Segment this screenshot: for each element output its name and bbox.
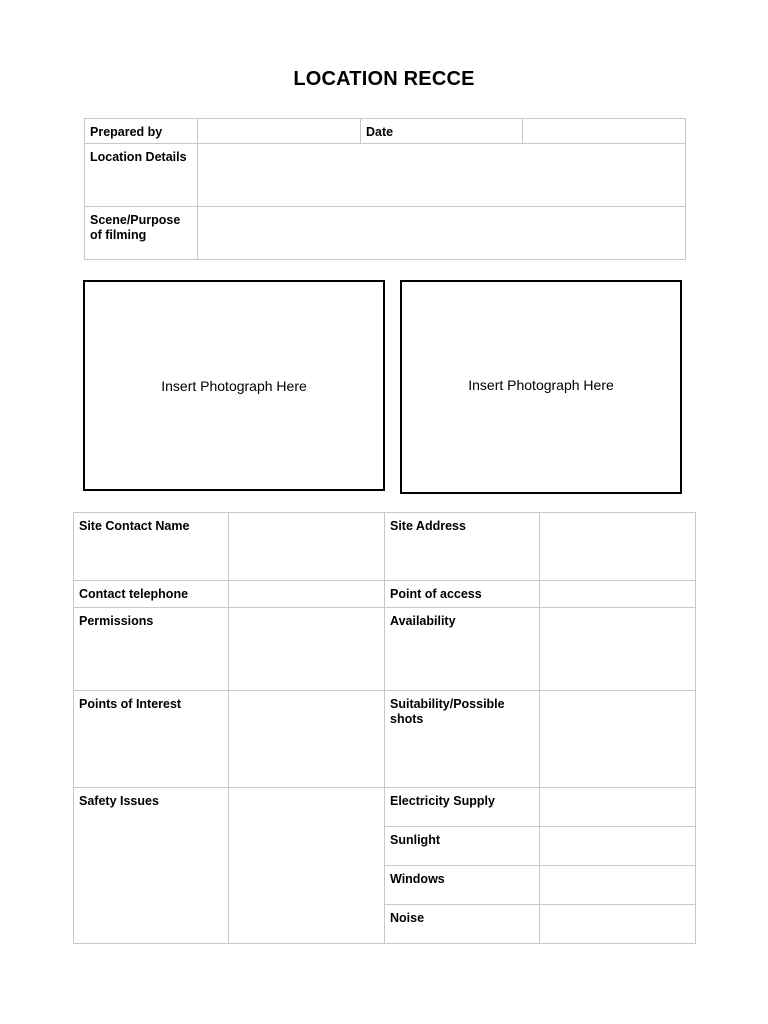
photo-placeholder-left-text: Insert Photograph Here — [161, 377, 307, 394]
availability-field[interactable] — [540, 608, 696, 691]
electricity-supply-field[interactable] — [540, 788, 696, 827]
photo-placeholder-right[interactable] — [400, 280, 682, 494]
points-of-interest-field[interactable] — [229, 691, 385, 788]
page-title: LOCATION RECCE — [293, 68, 475, 90]
point-of-access-field[interactable] — [540, 581, 696, 608]
details-table — [84, 118, 686, 260]
photo-placeholder-right-text: Insert Photograph Here — [468, 376, 614, 393]
location-details-label: Location Details — [85, 144, 198, 207]
site-address-field[interactable] — [540, 513, 696, 581]
contact-telephone-field[interactable] — [229, 581, 385, 608]
noise-label: Noise — [385, 905, 540, 944]
suitability-field[interactable] — [540, 691, 696, 788]
sunlight-field[interactable] — [540, 827, 696, 866]
safety-issues-field[interactable] — [229, 788, 385, 944]
scene-purpose-field[interactable] — [198, 207, 686, 260]
windows-field[interactable] — [540, 866, 696, 905]
electricity-supply-label: Electricity Supply — [385, 788, 540, 827]
safety-issues-label: Safety Issues — [74, 788, 229, 944]
site-contact-name-label: Site Contact Name — [74, 513, 229, 581]
prepared-by-label: Prepared by — [85, 119, 198, 144]
windows-label: Windows — [385, 866, 540, 905]
site-address-label: Site Address — [385, 513, 540, 581]
prepared-by-field[interactable] — [198, 119, 361, 144]
availability-label: Availability — [385, 608, 540, 691]
scene-purpose-label: Scene/Purpose of filming — [85, 207, 198, 260]
noise-field[interactable] — [540, 905, 696, 944]
point-of-access-label: Point of access — [385, 581, 540, 608]
photo-placeholder-left[interactable] — [83, 280, 385, 491]
date-label: Date — [361, 119, 523, 144]
site-info-table — [73, 512, 696, 944]
permissions-field[interactable] — [229, 608, 385, 691]
contact-telephone-label: Contact telephone — [74, 581, 229, 608]
location-details-field[interactable] — [198, 144, 686, 207]
points-of-interest-label: Points of Interest — [74, 691, 229, 788]
site-contact-name-field[interactable] — [229, 513, 385, 581]
suitability-label: Suitability/Possible shots — [385, 691, 540, 788]
sunlight-label: Sunlight — [385, 827, 540, 866]
date-field[interactable] — [523, 119, 686, 144]
permissions-label: Permissions — [74, 608, 229, 691]
